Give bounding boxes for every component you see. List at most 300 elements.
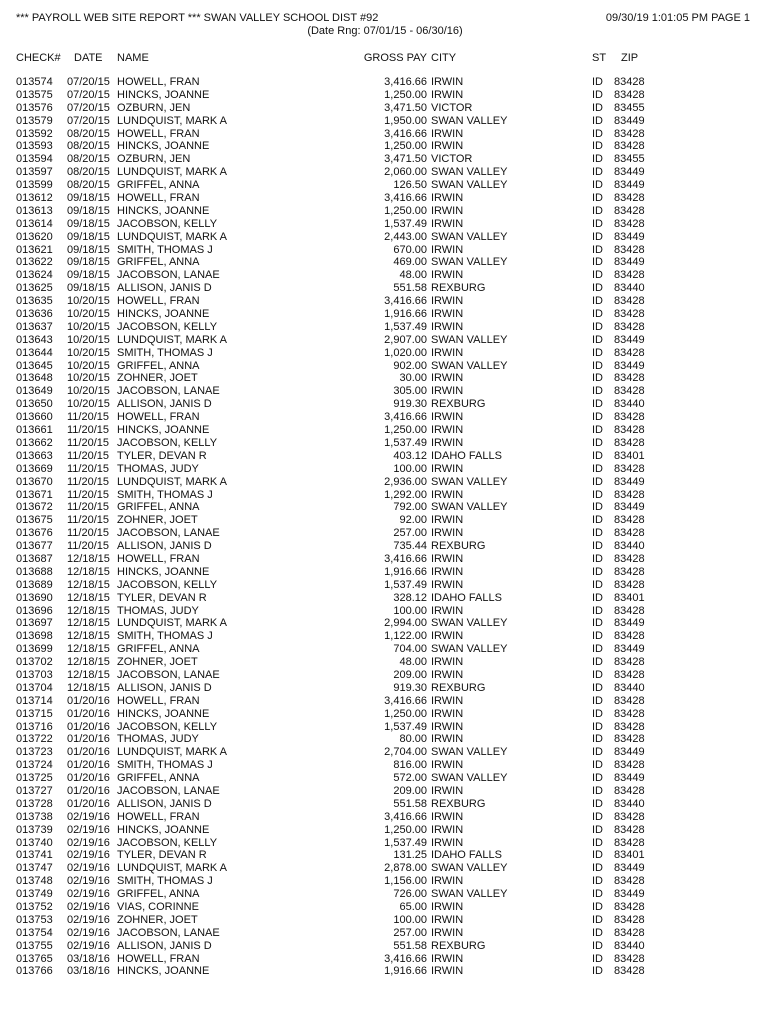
table-row bbox=[0, 643, 770, 656]
cell-gross-pay: 726.00 bbox=[393, 888, 427, 901]
cell-zip: 83428 bbox=[614, 604, 645, 617]
cell-city: SWAN VALLEY bbox=[431, 746, 508, 759]
table-row bbox=[0, 489, 770, 502]
cell-state: ID bbox=[592, 101, 603, 114]
cell-city: IRWIN bbox=[431, 217, 464, 230]
column-header-name: NAME bbox=[117, 52, 149, 64]
cell-city: IRWIN bbox=[431, 668, 464, 681]
table-row bbox=[0, 128, 770, 141]
table-row bbox=[0, 553, 770, 566]
table-row bbox=[0, 463, 770, 476]
cell-city: IRWIN bbox=[431, 192, 464, 205]
table-row bbox=[0, 759, 770, 772]
cell-employee-name: GRIFFEL, ANNA bbox=[117, 888, 200, 901]
cell-gross-pay: 3,416.66 bbox=[384, 952, 427, 965]
cell-gross-pay: 2,994.00 bbox=[384, 617, 427, 630]
cell-zip: 83428 bbox=[614, 204, 645, 217]
cell-check-number: 013722 bbox=[16, 733, 53, 746]
cell-city: REXBURG bbox=[431, 681, 486, 694]
cell-gross-pay: 551.58 bbox=[393, 939, 427, 952]
cell-state: ID bbox=[592, 76, 603, 88]
cell-city: IRWIN bbox=[431, 952, 464, 965]
cell-zip: 83449 bbox=[614, 772, 645, 785]
payroll-table-body bbox=[0, 76, 770, 978]
table-row bbox=[0, 849, 770, 862]
cell-check-date: 11/20/15 bbox=[67, 411, 110, 424]
table-row bbox=[0, 824, 770, 837]
table-row bbox=[0, 514, 770, 527]
cell-employee-name: SMITH, THOMAS J bbox=[117, 759, 213, 772]
cell-city: IRWIN bbox=[431, 295, 464, 308]
cell-zip: 83449 bbox=[614, 862, 645, 875]
cell-employee-name: HINCKS, JOANNE bbox=[117, 707, 210, 720]
cell-check-number: 013766 bbox=[16, 965, 53, 978]
table-row bbox=[0, 708, 770, 721]
cell-check-number: 013593 bbox=[16, 140, 53, 153]
cell-city: REXBURG bbox=[431, 282, 486, 295]
cell-city: IRWIN bbox=[431, 488, 464, 501]
cell-state: ID bbox=[592, 668, 603, 681]
cell-check-number: 013624 bbox=[16, 269, 53, 282]
cell-city: IRWIN bbox=[431, 733, 464, 746]
table-row bbox=[0, 347, 770, 360]
cell-state: ID bbox=[592, 759, 603, 772]
table-row bbox=[0, 837, 770, 850]
cell-gross-pay: 1,250.00 bbox=[384, 140, 427, 153]
cell-state: ID bbox=[592, 836, 603, 849]
cell-employee-name: JACOBSON, KELLY bbox=[117, 720, 218, 733]
cell-city: SWAN VALLEY bbox=[431, 475, 508, 488]
report-timestamp-page: 09/30/19 1:01:05 PM PAGE 1 bbox=[605, 12, 750, 24]
cell-state: ID bbox=[592, 565, 603, 578]
cell-check-number: 013622 bbox=[16, 256, 53, 269]
cell-state: ID bbox=[592, 333, 603, 346]
cell-gross-pay: 3,416.66 bbox=[384, 192, 427, 205]
cell-employee-name: THOMAS, JUDY bbox=[117, 604, 199, 617]
cell-gross-pay: 919.30 bbox=[393, 681, 427, 694]
cell-state: ID bbox=[592, 913, 603, 926]
cell-zip: 83449 bbox=[614, 179, 645, 192]
cell-check-date: 07/20/15 bbox=[67, 88, 110, 101]
cell-employee-name: JACOBSON, KELLY bbox=[117, 320, 218, 333]
cell-check-date: 01/20/16 bbox=[67, 784, 110, 797]
cell-check-number: 013597 bbox=[16, 166, 53, 179]
cell-city: SWAN VALLEY bbox=[431, 772, 508, 785]
cell-check-date: 11/20/15 bbox=[67, 449, 110, 462]
cell-check-date: 11/20/15 bbox=[67, 527, 110, 540]
cell-state: ID bbox=[592, 849, 603, 862]
cell-zip: 83428 bbox=[614, 385, 645, 398]
cell-check-number: 013739 bbox=[16, 823, 53, 836]
cell-city: IRWIN bbox=[431, 411, 464, 424]
cell-check-date: 09/18/15 bbox=[67, 192, 110, 205]
cell-zip: 83428 bbox=[614, 965, 645, 978]
cell-employee-name: LUNDQUIST, MARK A bbox=[117, 114, 228, 127]
table-row bbox=[0, 733, 770, 746]
cell-employee-name: ALLISON, JANIS D bbox=[117, 681, 212, 694]
cell-employee-name: ALLISON, JANIS D bbox=[117, 939, 212, 952]
cell-zip: 83449 bbox=[614, 114, 645, 127]
cell-city: IRWIN bbox=[431, 372, 464, 385]
cell-check-date: 01/20/16 bbox=[67, 746, 110, 759]
cell-check-date: 12/18/15 bbox=[67, 668, 110, 681]
cell-employee-name: HINCKS, JOANNE bbox=[117, 204, 210, 217]
cell-state: ID bbox=[592, 578, 603, 591]
cell-employee-name: JACOBSON, LANAE bbox=[117, 926, 220, 939]
cell-check-date: 02/19/16 bbox=[67, 875, 110, 888]
cell-city: IDAHO FALLS bbox=[431, 591, 502, 604]
cell-check-number: 013648 bbox=[16, 372, 53, 385]
cell-check-date: 09/18/15 bbox=[67, 282, 110, 295]
cell-zip: 83428 bbox=[614, 243, 645, 256]
cell-city: IRWIN bbox=[431, 578, 464, 591]
table-row bbox=[0, 89, 770, 102]
table-row bbox=[0, 76, 770, 89]
cell-zip: 83455 bbox=[614, 153, 645, 166]
table-row bbox=[0, 115, 770, 128]
cell-check-number: 013696 bbox=[16, 604, 53, 617]
cell-state: ID bbox=[592, 359, 603, 372]
table-row bbox=[0, 205, 770, 218]
cell-gross-pay: 30.00 bbox=[399, 372, 427, 385]
cell-gross-pay: 3,416.66 bbox=[384, 295, 427, 308]
cell-check-date: 11/20/15 bbox=[67, 436, 110, 449]
cell-zip: 83401 bbox=[614, 849, 645, 862]
cell-state: ID bbox=[592, 552, 603, 565]
table-row bbox=[0, 334, 770, 347]
cell-city: SWAN VALLEY bbox=[431, 501, 508, 514]
cell-check-number: 013727 bbox=[16, 784, 53, 797]
table-row bbox=[0, 888, 770, 901]
cell-city: IRWIN bbox=[431, 269, 464, 282]
cell-zip: 83449 bbox=[614, 888, 645, 901]
cell-check-number: 013703 bbox=[16, 668, 53, 681]
cell-gross-pay: 2,907.00 bbox=[384, 333, 427, 346]
table-row bbox=[0, 501, 770, 514]
cell-city: IRWIN bbox=[431, 320, 464, 333]
cell-check-number: 013660 bbox=[16, 411, 53, 424]
cell-check-number: 013697 bbox=[16, 617, 53, 630]
cell-check-number: 013635 bbox=[16, 295, 53, 308]
column-header-check: CHECK# bbox=[16, 52, 61, 64]
cell-check-date: 11/20/15 bbox=[67, 424, 110, 437]
cell-check-number: 013704 bbox=[16, 681, 53, 694]
table-row bbox=[0, 231, 770, 244]
cell-gross-pay: 48.00 bbox=[399, 656, 427, 669]
cell-state: ID bbox=[592, 939, 603, 952]
table-row bbox=[0, 617, 770, 630]
table-row bbox=[0, 682, 770, 695]
cell-check-number: 013613 bbox=[16, 204, 53, 217]
cell-state: ID bbox=[592, 320, 603, 333]
table-row bbox=[0, 140, 770, 153]
cell-zip: 83428 bbox=[614, 565, 645, 578]
table-row bbox=[0, 901, 770, 914]
cell-zip: 83428 bbox=[614, 952, 645, 965]
cell-zip: 83428 bbox=[614, 320, 645, 333]
cell-city: IRWIN bbox=[431, 965, 464, 978]
cell-gross-pay: 80.00 bbox=[399, 733, 427, 746]
cell-zip: 83440 bbox=[614, 540, 645, 553]
cell-zip: 83455 bbox=[614, 101, 645, 114]
table-row bbox=[0, 360, 770, 373]
cell-city: IRWIN bbox=[431, 565, 464, 578]
cell-check-date: 08/20/15 bbox=[67, 140, 110, 153]
cell-zip: 83428 bbox=[614, 707, 645, 720]
cell-check-date: 02/19/16 bbox=[67, 836, 110, 849]
cell-check-date: 07/20/15 bbox=[67, 114, 110, 127]
cell-state: ID bbox=[592, 501, 603, 514]
cell-check-date: 09/18/15 bbox=[67, 243, 110, 256]
cell-city: IRWIN bbox=[431, 604, 464, 617]
cell-gross-pay: 2,878.00 bbox=[384, 862, 427, 875]
table-row bbox=[0, 256, 770, 269]
table-row bbox=[0, 411, 770, 424]
cell-employee-name: ALLISON, JANIS D bbox=[117, 282, 212, 295]
cell-zip: 83449 bbox=[614, 359, 645, 372]
cell-zip: 83428 bbox=[614, 784, 645, 797]
cell-employee-name: LUNDQUIST, MARK A bbox=[117, 862, 228, 875]
report-date-range: (Date Rng: 07/01/15 - 06/30/16) bbox=[307, 25, 463, 37]
cell-state: ID bbox=[592, 462, 603, 475]
table-row bbox=[0, 605, 770, 618]
cell-gross-pay: 403.12 bbox=[393, 449, 427, 462]
cell-gross-pay: 1,250.00 bbox=[384, 424, 427, 437]
table-row bbox=[0, 218, 770, 231]
cell-employee-name: HOWELL, FRAN bbox=[117, 411, 200, 424]
cell-check-number: 013636 bbox=[16, 308, 53, 321]
cell-zip: 83428 bbox=[614, 269, 645, 282]
cell-zip: 83428 bbox=[614, 488, 645, 501]
cell-check-date: 12/18/15 bbox=[67, 552, 110, 565]
cell-check-number: 013614 bbox=[16, 217, 53, 230]
cell-city: IRWIN bbox=[431, 140, 464, 153]
cell-city: IRWIN bbox=[431, 127, 464, 140]
cell-employee-name: ALLISON, JANIS D bbox=[117, 398, 212, 411]
cell-check-number: 013599 bbox=[16, 179, 53, 192]
cell-zip: 83428 bbox=[614, 656, 645, 669]
cell-employee-name: SMITH, THOMAS J bbox=[117, 630, 213, 643]
cell-zip: 83449 bbox=[614, 617, 645, 630]
cell-zip: 83449 bbox=[614, 256, 645, 269]
cell-check-date: 01/20/16 bbox=[67, 797, 110, 810]
cell-city: IRWIN bbox=[431, 875, 464, 888]
cell-city: IRWIN bbox=[431, 346, 464, 359]
column-header-zip: ZIP bbox=[621, 52, 639, 64]
cell-state: ID bbox=[592, 527, 603, 540]
cell-employee-name: GRIFFEL, ANNA bbox=[117, 501, 200, 514]
cell-employee-name: HINCKS, JOANNE bbox=[117, 88, 210, 101]
cell-city: IRWIN bbox=[431, 243, 464, 256]
cell-zip: 83428 bbox=[614, 436, 645, 449]
cell-city: IRWIN bbox=[431, 385, 464, 398]
cell-check-date: 12/18/15 bbox=[67, 617, 110, 630]
cell-employee-name: GRIFFEL, ANNA bbox=[117, 359, 200, 372]
cell-state: ID bbox=[592, 823, 603, 836]
cell-check-date: 02/19/16 bbox=[67, 888, 110, 901]
cell-gross-pay: 551.58 bbox=[393, 282, 427, 295]
table-row bbox=[0, 785, 770, 798]
cell-gross-pay: 328.12 bbox=[393, 591, 427, 604]
cell-check-number: 013752 bbox=[16, 901, 53, 913]
cell-city: SWAN VALLEY bbox=[431, 114, 508, 127]
cell-gross-pay: 1,537.49 bbox=[384, 720, 427, 733]
cell-gross-pay: 792.00 bbox=[393, 501, 427, 514]
cell-employee-name: JACOBSON, LANAE bbox=[117, 385, 220, 398]
cell-check-number: 013662 bbox=[16, 436, 53, 449]
cell-zip: 83449 bbox=[614, 230, 645, 243]
table-row bbox=[0, 295, 770, 308]
cell-state: ID bbox=[592, 746, 603, 759]
cell-state: ID bbox=[592, 862, 603, 875]
cell-gross-pay: 704.00 bbox=[393, 643, 427, 656]
cell-employee-name: HINCKS, JOANNE bbox=[117, 140, 210, 153]
cell-employee-name: TYLER, DEVAN R bbox=[117, 849, 207, 862]
cell-state: ID bbox=[592, 295, 603, 308]
cell-state: ID bbox=[592, 153, 603, 166]
cell-gross-pay: 3,416.66 bbox=[384, 552, 427, 565]
column-header-state: ST bbox=[592, 52, 607, 64]
cell-state: ID bbox=[592, 166, 603, 179]
cell-employee-name: JACOBSON, KELLY bbox=[117, 217, 218, 230]
table-row bbox=[0, 244, 770, 257]
cell-zip: 83428 bbox=[614, 140, 645, 153]
cell-gross-pay: 735.44 bbox=[393, 540, 427, 553]
cell-gross-pay: 1,916.66 bbox=[384, 565, 427, 578]
cell-state: ID bbox=[592, 398, 603, 411]
cell-check-number: 013749 bbox=[16, 888, 53, 901]
cell-zip: 83449 bbox=[614, 166, 645, 179]
cell-employee-name: THOMAS, JUDY bbox=[117, 462, 199, 475]
cell-check-number: 013645 bbox=[16, 359, 53, 372]
cell-check-number: 013716 bbox=[16, 720, 53, 733]
cell-check-number: 013689 bbox=[16, 578, 53, 591]
cell-employee-name: JACOBSON, LANAE bbox=[117, 784, 220, 797]
cell-zip: 83440 bbox=[614, 398, 645, 411]
table-row bbox=[0, 540, 770, 553]
cell-state: ID bbox=[592, 449, 603, 462]
cell-check-number: 013575 bbox=[16, 88, 53, 101]
table-row bbox=[0, 798, 770, 811]
cell-employee-name: OZBURN, JEN bbox=[117, 153, 191, 166]
cell-zip: 83428 bbox=[614, 810, 645, 823]
cell-check-date: 12/18/15 bbox=[67, 681, 110, 694]
cell-city: IRWIN bbox=[431, 926, 464, 939]
cell-zip: 83428 bbox=[614, 527, 645, 540]
table-row bbox=[0, 592, 770, 605]
cell-employee-name: GRIFFEL, ANNA bbox=[117, 643, 200, 656]
cell-state: ID bbox=[592, 630, 603, 643]
cell-state: ID bbox=[592, 926, 603, 939]
cell-employee-name: HOWELL, FRAN bbox=[117, 295, 200, 308]
cell-check-date: 01/20/16 bbox=[67, 720, 110, 733]
cell-employee-name: HOWELL, FRAN bbox=[117, 552, 200, 565]
cell-state: ID bbox=[592, 901, 603, 913]
cell-city: IDAHO FALLS bbox=[431, 849, 502, 862]
table-row bbox=[0, 721, 770, 734]
cell-check-date: 09/18/15 bbox=[67, 256, 110, 269]
cell-check-number: 013671 bbox=[16, 488, 53, 501]
cell-check-number: 013714 bbox=[16, 694, 53, 707]
cell-gross-pay: 257.00 bbox=[393, 926, 427, 939]
cell-employee-name: HOWELL, FRAN bbox=[117, 192, 200, 205]
table-row bbox=[0, 527, 770, 540]
cell-check-date: 01/20/16 bbox=[67, 759, 110, 772]
cell-check-date: 08/20/15 bbox=[67, 127, 110, 140]
cell-gross-pay: 1,537.49 bbox=[384, 217, 427, 230]
table-row bbox=[0, 940, 770, 953]
cell-city: IRWIN bbox=[431, 810, 464, 823]
cell-check-number: 013670 bbox=[16, 475, 53, 488]
cell-zip: 83428 bbox=[614, 127, 645, 140]
cell-check-date: 03/18/16 bbox=[67, 952, 110, 965]
cell-employee-name: OZBURN, JEN bbox=[117, 101, 191, 114]
cell-state: ID bbox=[592, 436, 603, 449]
cell-employee-name: TYLER, DEVAN R bbox=[117, 449, 207, 462]
cell-gross-pay: 1,156.00 bbox=[384, 875, 427, 888]
cell-gross-pay: 551.58 bbox=[393, 797, 427, 810]
cell-employee-name: HOWELL, FRAN bbox=[117, 76, 200, 88]
cell-state: ID bbox=[592, 681, 603, 694]
cell-check-number: 013698 bbox=[16, 630, 53, 643]
cell-zip: 83440 bbox=[614, 797, 645, 810]
cell-check-number: 013675 bbox=[16, 514, 53, 527]
table-row bbox=[0, 695, 770, 708]
cell-gross-pay: 1,950.00 bbox=[384, 114, 427, 127]
cell-check-number: 013594 bbox=[16, 153, 53, 166]
cell-gross-pay: 3,416.66 bbox=[384, 411, 427, 424]
cell-check-date: 10/20/15 bbox=[67, 308, 110, 321]
cell-employee-name: HOWELL, FRAN bbox=[117, 952, 200, 965]
cell-state: ID bbox=[592, 243, 603, 256]
cell-state: ID bbox=[592, 784, 603, 797]
cell-city: IRWIN bbox=[431, 720, 464, 733]
cell-city: IRWIN bbox=[431, 462, 464, 475]
cell-gross-pay: 1,250.00 bbox=[384, 707, 427, 720]
cell-employee-name: HOWELL, FRAN bbox=[117, 694, 200, 707]
cell-gross-pay: 3,471.50 bbox=[384, 153, 427, 166]
cell-city: SWAN VALLEY bbox=[431, 179, 508, 192]
cell-check-number: 013661 bbox=[16, 424, 53, 437]
cell-zip: 83428 bbox=[614, 926, 645, 939]
cell-gross-pay: 3,416.66 bbox=[384, 127, 427, 140]
cell-employee-name: LUNDQUIST, MARK A bbox=[117, 166, 228, 179]
cell-check-date: 12/18/15 bbox=[67, 578, 110, 591]
cell-employee-name: SMITH, THOMAS J bbox=[117, 243, 213, 256]
cell-check-number: 013754 bbox=[16, 926, 53, 939]
cell-check-number: 013715 bbox=[16, 707, 53, 720]
cell-city: IRWIN bbox=[431, 784, 464, 797]
cell-zip: 83449 bbox=[614, 475, 645, 488]
cell-gross-pay: 92.00 bbox=[399, 514, 427, 527]
cell-check-number: 013699 bbox=[16, 643, 53, 656]
cell-zip: 83428 bbox=[614, 694, 645, 707]
cell-employee-name: HINCKS, JOANNE bbox=[117, 965, 210, 978]
cell-state: ID bbox=[592, 217, 603, 230]
table-row bbox=[0, 372, 770, 385]
cell-gross-pay: 1,916.66 bbox=[384, 308, 427, 321]
cell-gross-pay: 2,060.00 bbox=[384, 166, 427, 179]
cell-check-number: 013663 bbox=[16, 449, 53, 462]
table-row bbox=[0, 269, 770, 282]
cell-state: ID bbox=[592, 888, 603, 901]
cell-gross-pay: 919.30 bbox=[393, 398, 427, 411]
cell-check-date: 09/18/15 bbox=[67, 204, 110, 217]
cell-state: ID bbox=[592, 282, 603, 295]
cell-city: SWAN VALLEY bbox=[431, 333, 508, 346]
cell-gross-pay: 100.00 bbox=[393, 462, 427, 475]
cell-check-date: 12/18/15 bbox=[67, 656, 110, 669]
